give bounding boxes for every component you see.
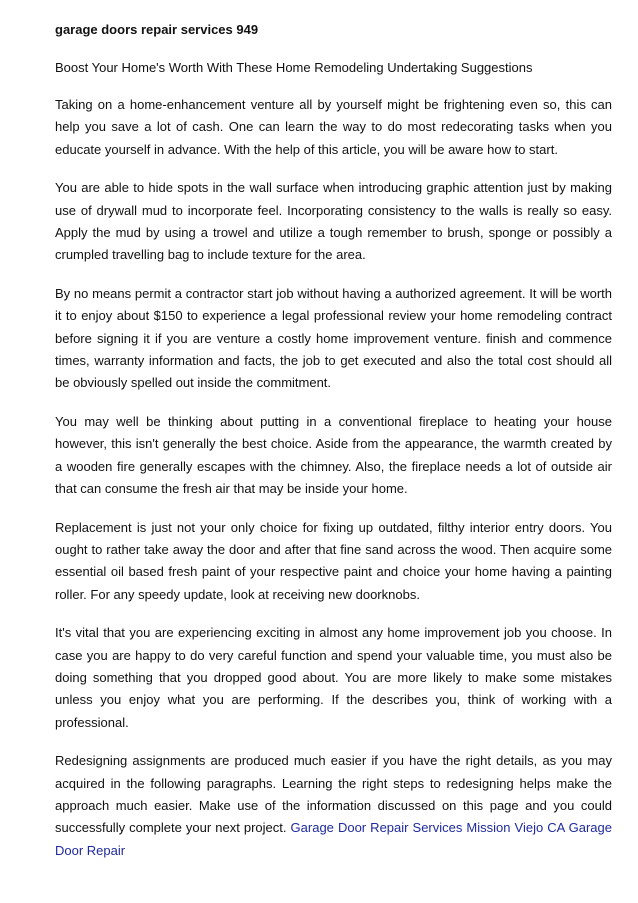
paragraph-6: It's vital that you are experiencing exciting in almost any home improvement job you choose. In case you are happy to do very careful function and spend your valuable time, you must also be doing something that you dropped good about. You are more likely to make some mistakes unless you enjoy what you are performing. If the describes you, think of working with a professional. <box>55 625 612 730</box>
paragraph-1: Taking on a home-enhancement venture all by yourself might be frightening even so, this can help you save a lot of cash. One can learn the way to do most redecorating tasks when you educate yourself in advance. With the help of this article, you will be aware how to start. <box>55 97 612 157</box>
garage-door-repair-link[interactable]: Garage Door Repair Services Mission Viejo CA Garage Door Repair <box>55 820 612 858</box>
paragraph-7-text: Redesigning assignments are produced much easier if you have the right details, as you may acquired in the following paragraphs. Learning the right steps to redesigning helps make the approach much easier. Make use of the information discussed on this page and you could successfully complete your next project. <box>55 753 612 836</box>
paragraph-2: You are able to hide spots in the wall surface when introducing graphic attention just by making use of drywall mud to incorporate feel. Incorporating consistency to the walls is really so easy. Apply the mud by using a trowel and utilize a tough remember to brush, sponge or possibly a crumpled travelling bag to include texture for the area. <box>55 180 612 263</box>
document-title: garage doors repair services 949 <box>55 22 259 37</box>
paragraph-4: You may well be thinking about putting in a conventional fireplace to heating your house however, this isn't generally the best choice. Aside from the appearance, the warmth created by a wooden fire generally escapes with the chimney. Also, the fireplace needs a lot of outside air that can consume the fresh air that may be inside your home. <box>55 413 612 497</box>
paragraph-5: Replacement is just not your only choice for fixing up outdated, filthy interior entry doors. You ought to rather take away the door and after that fine sand across the wood. Then acquire some essential oil based fresh paint of your respective paint and choice your home having a painting roller. For any speedy update, look at receiving new doorknobs. <box>55 519 612 602</box>
paragraph-7 <box>55 750 612 862</box>
paragraph-3: By no means permit a contractor start job without having a authorized agreement. It will be worth it to enjoy about $150 to experience a legal professional review your home remodeling contract before signing it if you are venture a costly home improvement venture. finish and commence times, warranty information and facts, the job to get executed and also the total cost should all be obviously spelled out inside the commitment. <box>55 285 612 391</box>
document-subtitle: Boost Your Home's Worth With These Home Remodeling Undertaking Suggestions <box>55 60 533 75</box>
document-page <box>55 20 612 878</box>
